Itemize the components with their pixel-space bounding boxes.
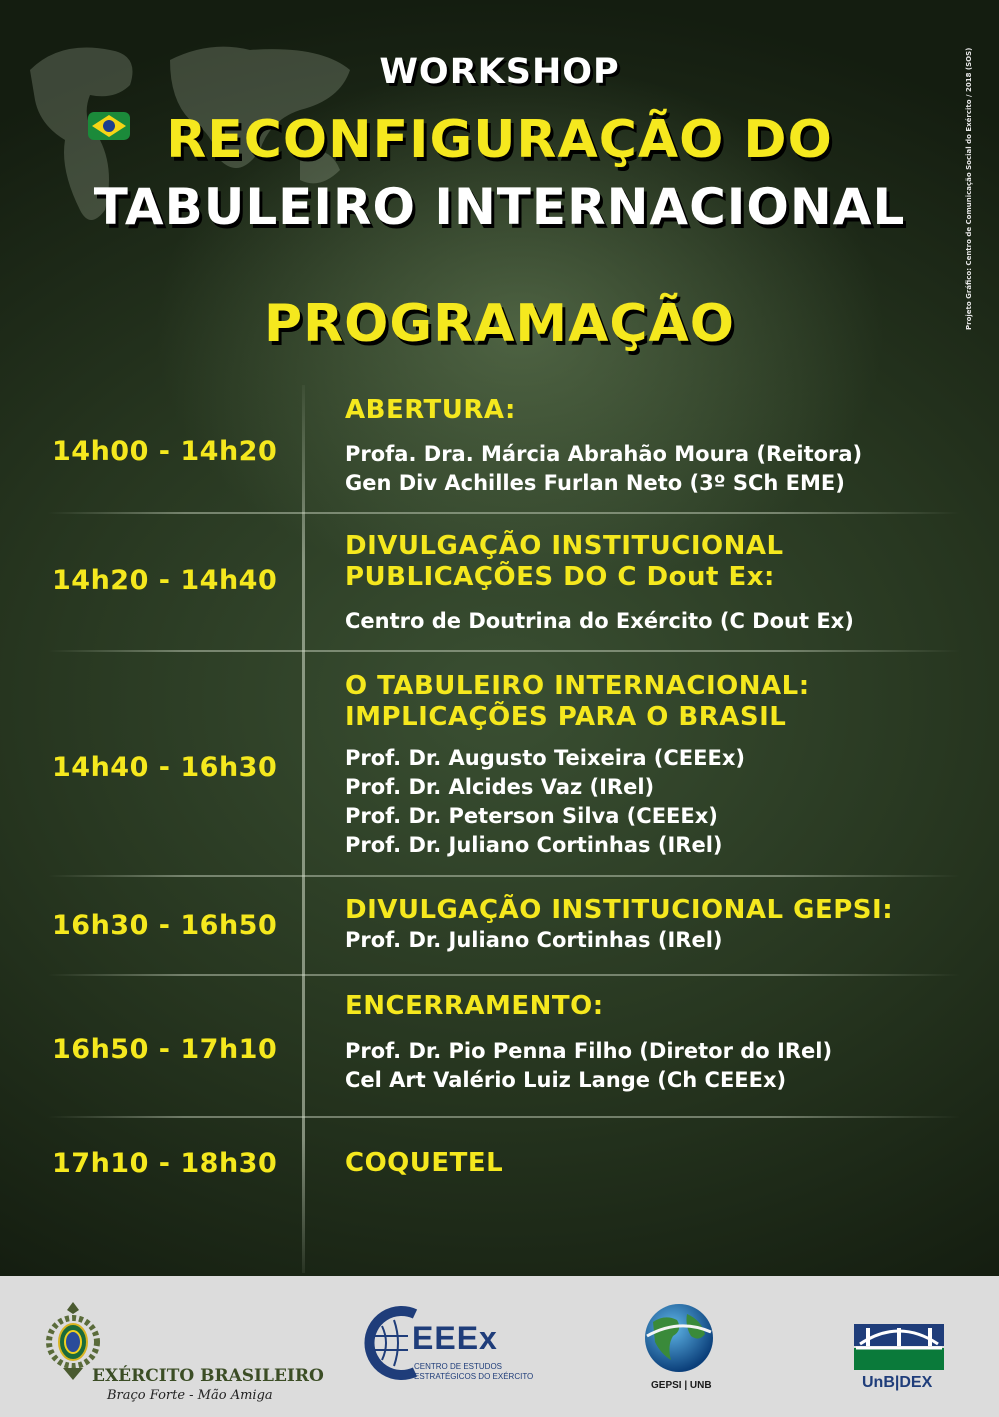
unb-label: UnB|DEX (862, 1374, 933, 1391)
gepsi-globe-icon (643, 1302, 715, 1374)
design-credit: Projeto Gráfico: Centro de Comunicação Social do Exército / 2018 (SOS) (965, 47, 973, 330)
session-title: DIVULGAÇÃO INSTITUCIONAL PUBLICAÇÕES DO C Dout Ex: (345, 531, 784, 592)
time-slot: 14h00 - 14h20 (52, 436, 278, 467)
session-title: O TABULEIRO INTERNACIONAL: IMPLICAÇÕES PARA O BRASIL (345, 671, 810, 732)
time-slot: 16h30 - 16h50 (52, 910, 278, 941)
session-speakers: Prof. Dr. Augusto Teixeira (CEEEx) Prof. Dr. Alcides Vaz (IRel) Prof. Dr. Peterson Silva (CEEEx) Prof. Dr. Juliano Cortinhas (IRel) (345, 746, 745, 857)
sponsor-footer (0, 1276, 999, 1417)
gepsi-label: GEPSI | UNB (651, 1380, 712, 1391)
row-divider (48, 512, 960, 514)
programacao-heading: PROGRAMAÇÃO (264, 294, 735, 354)
row-divider (48, 974, 960, 976)
session-speakers: Prof. Dr. Juliano Cortinhas (IRel) (345, 928, 723, 952)
title-line-1: RECONFIGURAÇÃO DO (166, 110, 833, 170)
row-divider (48, 1116, 960, 1118)
session-title: DIVULGAÇÃO INSTITUCIONAL GEPSI: (345, 895, 894, 925)
session-speakers: Prof. Dr. Pio Penna Filho (Diretor do IRel) Cel Art Valério Luiz Lange (Ch CEEEx) (345, 1039, 833, 1092)
ceeex-subtitle-1: CENTRO DE ESTUDOS (414, 1362, 503, 1371)
title-line-2: TABULEIRO INTERNACIONAL (93, 178, 906, 236)
session-title: COQUETEL (345, 1148, 504, 1178)
session-title: ABERTURA: (345, 395, 516, 425)
ceeex-name: EEEx (412, 1320, 498, 1356)
exercito-name: EXÉRCITO BRASILEIRO (92, 1366, 324, 1386)
session-speakers: Profa. Dra. Márcia Abrahão Moura (Reitora) Gen Div Achilles Furlan Neto (3º SCh EME) (345, 442, 863, 495)
session-title: ENCERRAMENTO: (345, 991, 604, 1021)
session-speakers: Centro de Doutrina do Exército (C Dout Ex) (345, 609, 854, 633)
workshop-label: WORKSHOP (379, 52, 620, 92)
ceeex-subtitle-2: ESTRATÉGICOS DO EXÉRCITO (414, 1372, 534, 1381)
row-divider (48, 650, 960, 652)
unb-logo-icon (854, 1324, 944, 1370)
row-divider (48, 875, 960, 877)
column-divider (302, 385, 305, 1273)
time-slot: 14h20 - 14h40 (52, 565, 278, 596)
exercito-motto: Braço Forte - Mão Amiga (107, 1388, 273, 1403)
time-slot: 16h50 - 17h10 (52, 1034, 278, 1065)
time-slot: 14h40 - 16h30 (52, 752, 278, 783)
time-slot: 17h10 - 18h30 (52, 1148, 278, 1179)
